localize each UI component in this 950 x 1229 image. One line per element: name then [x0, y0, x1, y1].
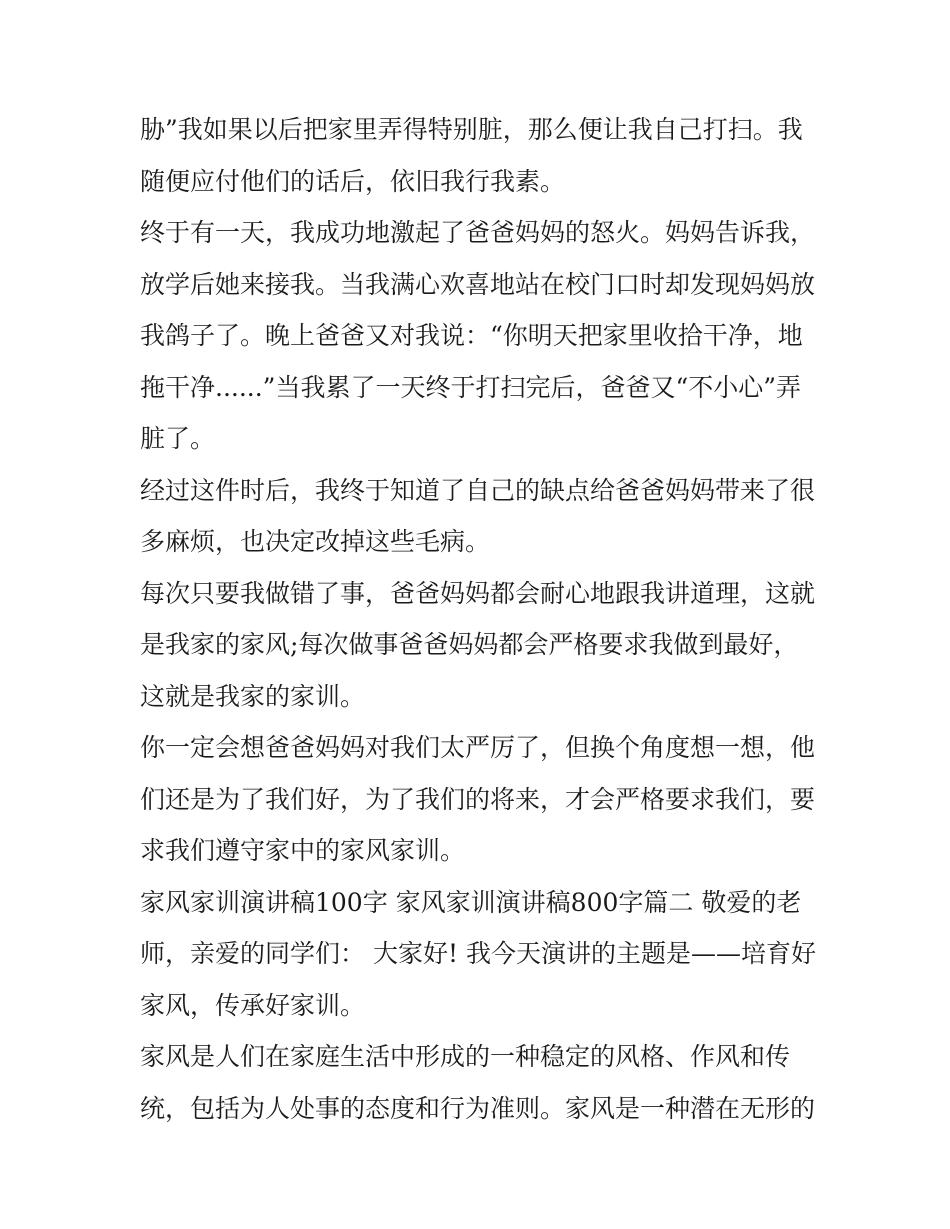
text-line: 随便应付他们的话后，依旧我行我素。 — [140, 166, 566, 196]
text-line: 师，亲爱的同学们： 大家好! 我今天演讲的主题是——培育好 — [140, 939, 816, 968]
text-line: 终于有一天，我成功地激起了爸爸妈妈的怒火。妈妈告诉我， — [140, 218, 816, 247]
text-line: 每次只要我做错了事，爸爸妈妈都会耐心地跟我讲道理，这就 — [140, 578, 816, 608]
text-line: 们还是为了我们好，为了我们的将来，才会严格要求我们，要 — [140, 784, 816, 814]
text-line: 求我们遵守家中的家风家训。 — [140, 836, 466, 865]
text-line: 放学后她来接我。当我满心欢喜地站在校门口时却发现妈妈放 — [140, 269, 816, 299]
text-line: 家风家训演讲稿100字 家风家训演讲稿800字篇二 敬爱的老 — [140, 887, 802, 917]
text-line: 经过这件时后，我终于知道了自己的缺点给爸爸妈妈带来了很 — [140, 475, 816, 505]
text-line: 你一定会想爸爸妈妈对我们太严厉了，但换个角度想一想，他 — [140, 733, 816, 762]
text-line: 家风是人们在家庭生活中形成的一种稳定的风格、作风和传 — [140, 1042, 791, 1071]
text-line: 是我家的家风;每次做事爸爸妈妈都会严格要求我做到最好， — [140, 630, 799, 659]
text-line: 多麻烦，也决定改掉这些毛病。 — [140, 527, 491, 556]
text-line: 脏了。 — [140, 424, 216, 453]
text-line: 拖干净......”当我累了一天终于打扫完后，爸爸又“不小心”弄 — [140, 372, 802, 402]
text-line: 我鸽子了。晚上爸爸又对我说：“你明天把家里收拾干净，地 — [140, 321, 803, 350]
body-text — [140, 104, 820, 1134]
text-line: 这就是我家的家训。 — [140, 681, 366, 711]
text-line: 家风，传承好家训。 — [140, 990, 366, 1020]
text-line: 统，包括为人处事的态度和行为准则。家风是一种潜在无形的 — [140, 1093, 816, 1123]
text-line: 胁”我如果以后把家里弄得特别脏，那么便让我自己打扫。我 — [140, 115, 803, 144]
